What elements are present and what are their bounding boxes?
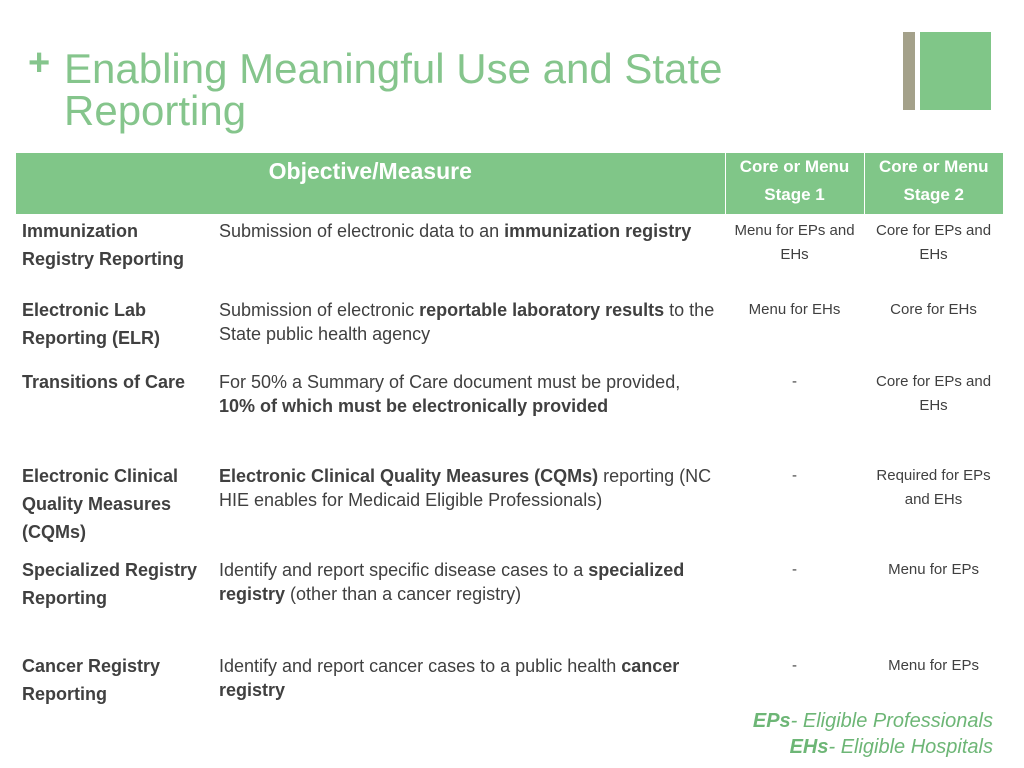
meaningful-use-table: [16, 153, 1003, 715]
row-description: Submission of electronic reportable laboratory results to the State public health agency: [219, 300, 715, 344]
row-stage-1: -: [792, 657, 798, 674]
row-stage-2: Core for EPs and EHs: [875, 373, 992, 414]
header-objective-measure: Objective/Measure: [16, 153, 725, 214]
row-stage-2: Menu for EPs: [888, 561, 979, 578]
row-stage-1: -: [792, 467, 798, 484]
row-description: For 50% a Summary of Care document must be provided, 10% of which must be electronically provided: [219, 372, 681, 416]
table-row: [16, 293, 1003, 365]
row-description: Electronic Clinical Quality Measures (CQMs) reporting (NC HIE enables for Medicaid Eligible Professionals): [219, 466, 712, 510]
row-stage-1: Menu for EPs and EHs: [734, 222, 855, 263]
row-stage-1: Menu for EHs: [748, 301, 841, 318]
legend-eps: EPs- Eligible Professionals: [752, 710, 993, 732]
abbreviation-legend: [753, 708, 993, 760]
plus-icon: +: [28, 42, 51, 84]
row-stage-2: Core for EPs and EHs: [875, 222, 992, 263]
legend-ehs: EHs- Eligible Hospitals: [789, 736, 993, 758]
table-row: [16, 649, 1003, 715]
row-description: Submission of electronic data to an immunization registry: [219, 221, 692, 241]
header-stage-1: Core or Menu Stage 1: [725, 153, 864, 214]
row-stage-2: Required for EPs and EHs: [876, 467, 991, 508]
row-name: Cancer Registry Reporting: [22, 656, 161, 704]
table-row: [16, 214, 1003, 293]
slide-title: Enabling Meaningful Use and State Reporting: [64, 45, 723, 134]
table-row: [16, 365, 1003, 459]
row-stage-1: -: [792, 561, 798, 578]
decorative-block-green: [920, 32, 991, 110]
row-name: Electronic Clinical Quality Measures (CQMs): [22, 466, 179, 542]
row-name: Immunization Registry Reporting: [22, 221, 185, 269]
table-header-row: [16, 153, 1003, 214]
row-name: Electronic Lab Reporting (ELR): [22, 300, 160, 348]
row-stage-2: Core for EHs: [890, 301, 977, 318]
header-stage-2: Core or Menu Stage 2: [864, 153, 1003, 214]
table-row: [16, 459, 1003, 553]
decorative-bar-taupe: [903, 32, 915, 110]
row-stage-2: Menu for EPs: [888, 657, 979, 674]
table-row: [16, 553, 1003, 649]
row-stage-1: -: [792, 373, 798, 390]
row-description: Identify and report cancer cases to a public health cancer registry: [219, 656, 680, 700]
row-name: Transitions of Care: [22, 372, 186, 392]
row-description: Identify and report specific disease cases to a specialized registry (other than a cancer registry): [219, 560, 685, 604]
row-name: Specialized Registry Reporting: [22, 560, 198, 608]
